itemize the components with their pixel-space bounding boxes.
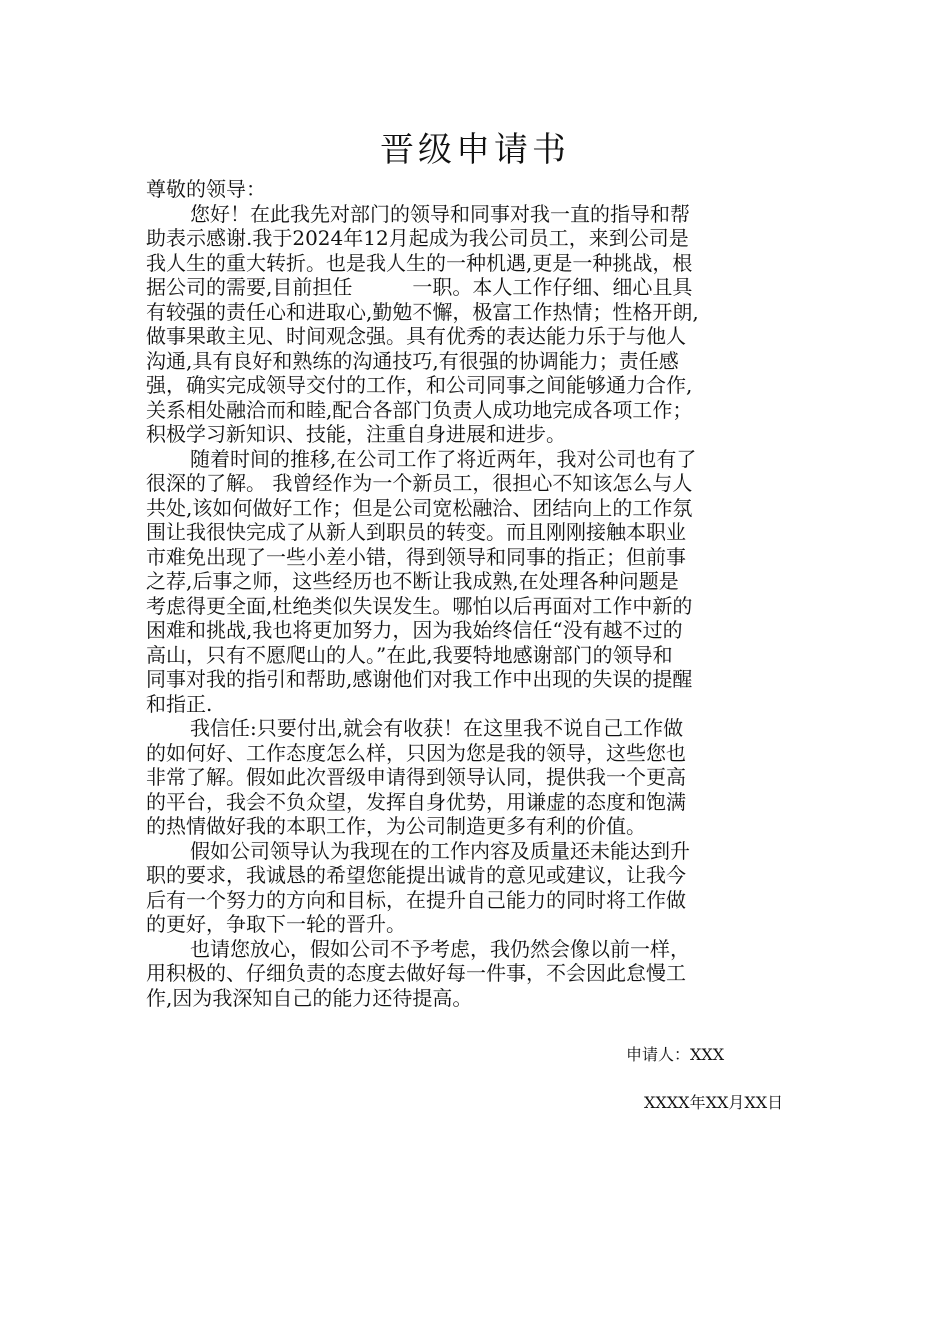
date-line: XXXX年XX月XX日 xyxy=(644,1093,784,1112)
paragraph-line: 用积极的、仔细负责的态度去做好每一件事，不会因此怠慢工 xyxy=(146,961,686,985)
paragraph-line: 之荐,后事之师，这些经历也不断让我成熟,在处理各种问题是 xyxy=(146,569,679,593)
paragraph-line: 后有一个努力的方向和目标，在提升自己能力的同时将工作做 xyxy=(146,887,686,912)
paragraph-line: 高山，只有不愿爬山的人。”在此,我要特地感谢部门的领导和 xyxy=(146,642,673,667)
paragraph-line: 强，确实完成领导交付的工作，和公司同事之间能够通力合作, xyxy=(146,373,693,397)
paragraph-line: 有较强的责任心和进取心,勤勉不懈，极富工作热情；性格开朗, xyxy=(146,299,699,324)
document-body xyxy=(146,177,812,1010)
paragraph-line: 我信任:只要付出,就会有收获！在这里我不说自己工作做 xyxy=(190,716,684,740)
paragraph-line: 助表示感谢.我于2024年12月起成为我公司员工，来到公司是 xyxy=(146,226,689,250)
paragraph-line: 的更好，争取下一轮的晋升。 xyxy=(146,912,406,936)
paragraph-line: 沟通,具有良好和熟练的沟通技巧,有很强的协调能力；责任感 xyxy=(146,348,679,373)
document-title: 晋级申请书 xyxy=(380,130,570,170)
paragraph-line: 假如公司领导认为我现在的工作内容及质量还未能达到升 xyxy=(190,838,690,863)
paragraph-line: 关系相处融洽而和睦,配合各部门负责人成功地完成各项工作； xyxy=(146,397,693,422)
paragraph-line: 的如何好、工作态度怎么样，只因为您是我的领导，这些您也 xyxy=(146,740,686,765)
paragraph-line: 做事果敢主见、时间观念强。具有优秀的表达能力乐于与他人 xyxy=(146,324,686,348)
paragraph-line: 市难免出现了一些小差小错，得到领导和同事的指正；但前事 xyxy=(146,544,686,569)
signature-line: 申请人：XXX xyxy=(626,1045,725,1064)
paragraph-line: 共处,该如何做好工作；但是公司宽松融洽、团结向上的工作氛 xyxy=(146,495,693,520)
paragraph-line: 据公司的需要,目前担任 一职。本人工作仔细、细心且具 xyxy=(146,275,693,299)
paragraph-line: 作,因为我深知自己的能力还待提高。 xyxy=(146,985,473,1010)
paragraph-line: 很深的了解。 我曾经作为一个新员工，很担心不知该怎么与人 xyxy=(146,471,693,495)
paragraph-line: 我人生的重大转折。也是我人生的一种机遇,更是一种挑战，根 xyxy=(146,250,693,275)
paragraph-line: 的平台，我会不负众望，发挥自身优势，用谦虚的态度和饱满 xyxy=(146,789,686,814)
paragraph-line: 随着时间的推移,在公司工作了将近两年，我对公司也有了 xyxy=(190,446,697,471)
paragraph-line: 的热情做好我的本职工作，为公司制造更多有利的价值。 xyxy=(146,814,646,838)
paragraph-line: 职的要求，我诚恳的希望您能提出诚肯的意见或建议，让我今 xyxy=(146,863,686,887)
paragraph-line: 和指正. xyxy=(146,691,213,716)
paragraph-line: 非常了解。假如此次晋级申请得到领导认同，提供我一个更高 xyxy=(146,765,686,789)
paragraph-line: 积极学习新知识、技能，注重自身进展和进步。 xyxy=(146,422,566,446)
paragraph-line: 困难和挑战,我也将更加努力，因为我始终信任“没有越不过的 xyxy=(146,618,683,642)
paragraph-line: 您好！在此我先对部门的领导和同事对我一直的指导和帮 xyxy=(190,201,690,226)
paragraph-line: 考虑得更全面,杜绝类似失误发生。哪怕以后再面对工作中新的 xyxy=(146,593,693,618)
salutation: 尊敬的领导： xyxy=(146,177,266,201)
paragraph-line: 也请您放心，假如公司不予考虑，我仍然会像以前一样， xyxy=(190,936,690,961)
paragraph-line: 同事对我的指引和帮助,感谢他们对我工作中出现的失误的提醒 xyxy=(146,667,693,691)
paragraph-line: 围让我很快完成了从新人到职员的转变。而且刚刚接触本职业 xyxy=(146,520,686,544)
